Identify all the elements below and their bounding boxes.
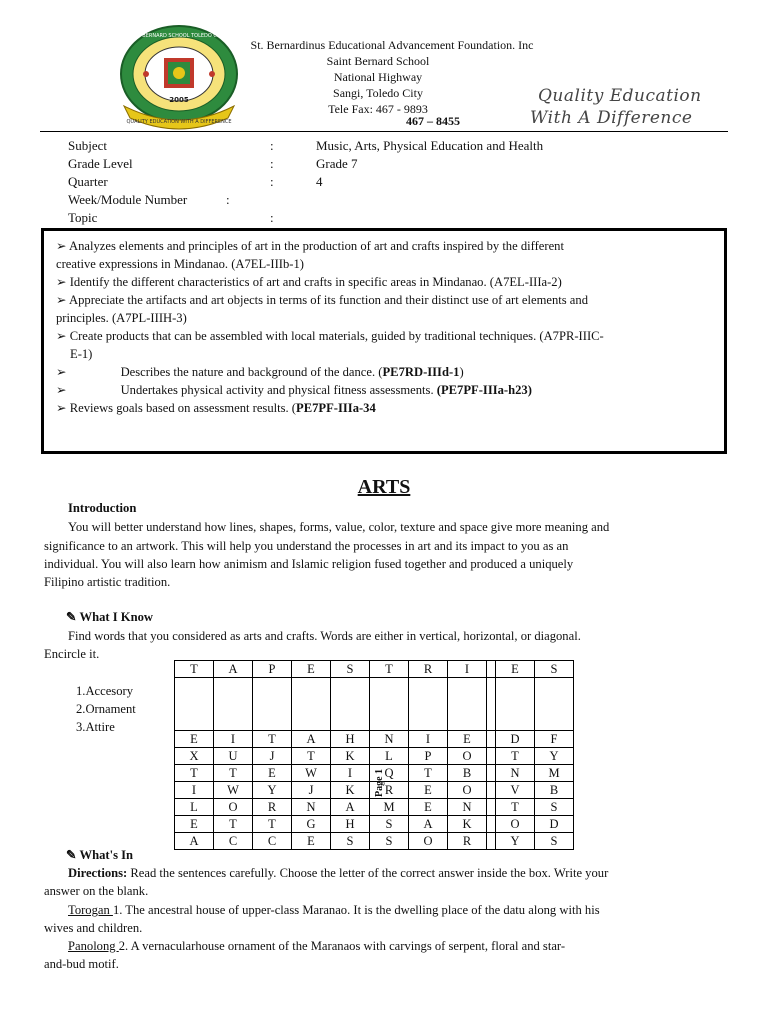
info-grade-label: Grade Level (68, 156, 133, 171)
grid-cell: T (409, 765, 448, 782)
grid-cell: T (370, 661, 409, 678)
grid-cell: W (292, 765, 331, 782)
answer-2: Panolong (68, 939, 119, 953)
info-quarter-label: Quarter (68, 174, 108, 189)
grid-cell: L (370, 748, 409, 765)
intro-line-2: significance to an artwork. This will help you understand the processes in art and its impact to you as an (44, 539, 569, 553)
grid-cell: T (214, 816, 253, 833)
grid-cell: X (175, 748, 214, 765)
grid-cell: B (535, 782, 574, 799)
grid-cell: S (331, 833, 370, 850)
competency-3-cont: principles. (A7PL-IIIH-3) (56, 311, 187, 325)
grid-cell (175, 678, 214, 731)
grid-cell: R (448, 833, 487, 850)
info-topic-label: Topic (68, 210, 98, 225)
whats-in-heading: ✎ What's In (66, 848, 134, 862)
grid-cell (535, 678, 574, 731)
grid-cell: A (409, 816, 448, 833)
grid-cell: R (370, 782, 409, 799)
grid-row (175, 833, 574, 850)
grid-cell: R (409, 661, 448, 678)
competency-4: ➢ Create products that can be assembled with local materials, guided by traditional techniques. (A7PR-IIIC- (56, 329, 604, 343)
foundation-name: St. Bernardinus Educational Advancement Foundation. Inc (250, 38, 534, 52)
grid-cell: M (535, 765, 574, 782)
grid-cell: O (448, 748, 487, 765)
info-week-sep: : (226, 192, 230, 207)
grid-cell (487, 833, 496, 850)
pencil-icon: ✎ (66, 848, 77, 862)
competency-1: ➢ Analyzes elements and principles of art in the production of art and crafts inspired by the different (56, 239, 564, 253)
grid-cell: W (214, 782, 253, 799)
intro-line-4: Filipino artistic tradition. (44, 575, 171, 589)
grid-cell: T (253, 816, 292, 833)
grid-cell (487, 816, 496, 833)
info-quarter-sep: : (270, 174, 274, 189)
grid-cell: A (331, 799, 370, 816)
grid-cell: T (175, 765, 214, 782)
grid-cell: V (496, 782, 535, 799)
grid-cell: K (448, 816, 487, 833)
grid-cell (253, 678, 292, 731)
grid-cell (214, 678, 253, 731)
competency-5: ➢ Describes the nature and background of the dance. (PE7RD-IIId-1) (56, 365, 464, 379)
answer-1: Torogan (68, 903, 113, 917)
grid-cell: E (175, 816, 214, 833)
grid-cell: H (331, 731, 370, 748)
grid-cell: C (253, 833, 292, 850)
grid-cell: E (409, 799, 448, 816)
grid-cell: E (409, 782, 448, 799)
grid-cell (331, 678, 370, 731)
grid-cell: T (175, 661, 214, 678)
info-quarter-value: 4 (316, 174, 323, 189)
grid-cell: O (448, 782, 487, 799)
grid-cell: T (496, 748, 535, 765)
question-1: Torogan 1. The ancestral house of upper-class Maranao. It is the dwelling place of the datu along with his (68, 903, 600, 917)
grid-cell: S (331, 661, 370, 678)
grid-cell: N (370, 731, 409, 748)
info-subject-sep: : (270, 138, 274, 153)
grid-cell: A (292, 731, 331, 748)
grid-row (175, 816, 574, 833)
grid-cell: M (370, 799, 409, 816)
grid-cell: F (535, 731, 574, 748)
grid-row (175, 678, 574, 731)
grid-cell: B (448, 765, 487, 782)
logo-school-name: ST. BERNARD SCHOOL TOLEDO CITY (133, 33, 225, 39)
info-grade-value: Grade 7 (316, 156, 358, 171)
grid-cell: T (496, 799, 535, 816)
logo-year: 2005 (169, 96, 189, 104)
grid-cell (370, 678, 409, 731)
competencies-box (41, 228, 727, 454)
phone-line-2: 467 – 8455 (406, 114, 460, 128)
grid-cell: K (331, 748, 370, 765)
page-number-mark: Page 1 (374, 768, 385, 798)
grid-cell: I (409, 731, 448, 748)
competency-4-cont: E-1) (70, 347, 93, 361)
grid-cell: N (496, 765, 535, 782)
grid-cell: J (292, 782, 331, 799)
directions-line-2: answer on the blank. (44, 884, 149, 898)
grid-cell: Y (535, 748, 574, 765)
grid-cell: P (409, 748, 448, 765)
grid-cell (292, 678, 331, 731)
grid-cell: T (253, 731, 292, 748)
grid-cell: E (175, 731, 214, 748)
question-2: Panolong 2. A vernacularhouse ornament of the Maranaos with carvings of serpent, floral and star- (68, 939, 566, 953)
question-2-cont: and-bud motif. (44, 957, 119, 971)
grid-cell: E (292, 661, 331, 678)
grid-cell (448, 678, 487, 731)
grid-cell (487, 678, 496, 731)
grid-cell: T (214, 765, 253, 782)
grid-cell: C (214, 833, 253, 850)
grid-cell: H (331, 816, 370, 833)
grid-cell: U (214, 748, 253, 765)
competency-6: ➢ Undertakes physical activity and physical fitness assessments. (PE7PF-IIIa-h23) (56, 383, 532, 397)
word-list-item: 1.Accesory (76, 684, 133, 698)
header-divider (40, 131, 728, 132)
grid-cell: R (253, 799, 292, 816)
grid-cell (487, 799, 496, 816)
grid-cell: S (370, 816, 409, 833)
grid-cell: I (214, 731, 253, 748)
competency-7: ➢ Reviews goals based on assessment results. (PE7PF-IIIa-34 (56, 401, 376, 415)
grid-cell: Q (370, 765, 409, 782)
phone-line: Tele Fax: 467 - 9893 (328, 102, 428, 116)
grid-cell: G (292, 816, 331, 833)
grid-cell: E (253, 765, 292, 782)
address-line-2: Sangi, Toledo City (333, 86, 423, 100)
grid-cell: S (370, 833, 409, 850)
motto-line-2: With A Difference (530, 108, 693, 128)
grid-cell (487, 731, 496, 748)
grid-cell: E (292, 833, 331, 850)
grid-cell: I (331, 765, 370, 782)
directions-line-1: Directions: Read the sentences carefully. Choose the letter of the correct answer inside the box. Write your (68, 866, 609, 880)
competency-1-cont: creative expressions in Mindanao. (A7EL-IIIb-1) (56, 257, 304, 271)
competency-2: ➢ Identify the different characteristics of art and crafts in specific areas in Mindanao. (A7EL-IIIa-2) (56, 275, 562, 289)
grid-cell: P (253, 661, 292, 678)
grid-cell (487, 748, 496, 765)
arts-title: ARTS (357, 476, 411, 498)
grid-cell (487, 765, 496, 782)
grid-cell: I (448, 661, 487, 678)
grid-cell: E (448, 731, 487, 748)
question-1-cont: wives and children. (44, 921, 143, 935)
info-week-label: Week/Module Number (68, 192, 188, 207)
grid-cell: J (253, 748, 292, 765)
grid-cell: O (496, 816, 535, 833)
school-name: Saint Bernard School (326, 54, 430, 68)
grid-cell: E (496, 661, 535, 678)
what-i-know-line-1: Find words that you considered as arts and crafts. Words are either in vertical, horizontal, or diagonal. (68, 629, 581, 643)
grid-cell: S (535, 799, 574, 816)
pencil-icon: ✎ (66, 610, 77, 624)
grid-cell (409, 678, 448, 731)
intro-line-1: You will better understand how lines, shapes, forms, value, color, texture and space give more meaning and (68, 520, 610, 534)
grid-cell (487, 782, 496, 799)
grid-cell: D (496, 731, 535, 748)
logo-ribbon-text: QUALITY EDUCATION WITH A DIFFERENCE (126, 119, 232, 125)
motto-line-1: Quality Education (538, 86, 702, 106)
word-search-grid (174, 660, 574, 850)
what-i-know-heading: ✎ What I Know (66, 610, 153, 624)
grid-cell (496, 678, 535, 731)
grid-cell: O (409, 833, 448, 850)
info-grade-sep: : (270, 156, 274, 171)
grid-cell: I (175, 782, 214, 799)
grid-cell: S (535, 833, 574, 850)
word-list-item: 3.Attire (76, 720, 115, 734)
grid-cell: A (175, 833, 214, 850)
info-subject-value: Music, Arts, Physical Education and Health (316, 138, 544, 153)
grid-cell (487, 661, 496, 678)
grid-cell: N (448, 799, 487, 816)
grid-cell: T (292, 748, 331, 765)
grid-cell: D (535, 816, 574, 833)
what-i-know-line-2: Encircle it. (44, 647, 100, 661)
grid-cell: L (175, 799, 214, 816)
grid-cell: Y (253, 782, 292, 799)
grid-row (175, 731, 574, 748)
grid-cell: O (214, 799, 253, 816)
competency-3: ➢ Appreciate the artifacts and art objects in terms of its function and their distinct use of art elements and (56, 293, 588, 307)
grid-cell: S (535, 661, 574, 678)
intro-line-3: individual. You will also learn how animism and Islamic religion fused together and produced a uniquely (44, 557, 574, 571)
grid-row (175, 661, 574, 678)
grid-cell: Y (496, 833, 535, 850)
intro-heading: Introduction (68, 501, 137, 515)
word-list-item: 2.Ornament (76, 702, 136, 716)
info-subject-label: Subject (68, 138, 107, 153)
grid-cell: N (292, 799, 331, 816)
info-topic-sep: : (270, 210, 274, 225)
grid-cell: A (214, 661, 253, 678)
address-line-1: National Highway (333, 70, 423, 84)
grid-cell: K (331, 782, 370, 799)
